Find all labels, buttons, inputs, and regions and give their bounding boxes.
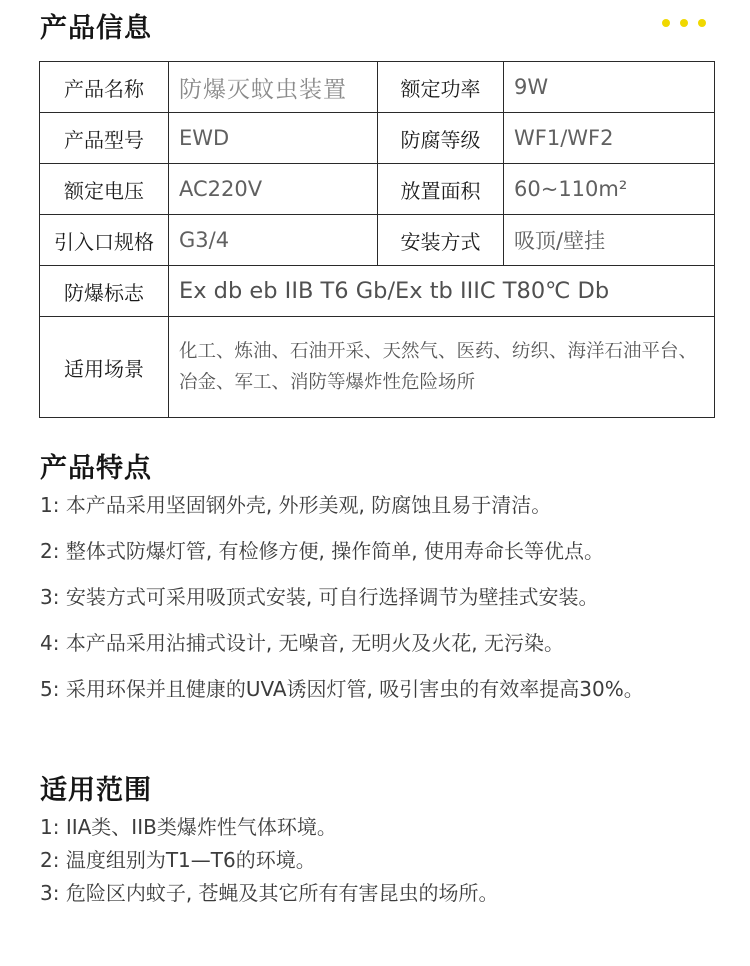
spec-value: 防爆灭蚊虫装置: [169, 62, 378, 113]
more-dots-icon: [662, 19, 706, 27]
spec-label: 防腐等级: [378, 113, 504, 164]
dot-icon: [662, 19, 670, 27]
list-item: 5: 采用环保并且健康的UVA诱因灯管, 吸引害虫的有效率提高30%。: [40, 677, 644, 701]
features-list: [40, 486, 720, 716]
table-row: [40, 266, 715, 317]
list-item: 3: 危险区内蚊子, 苍蝇及其它所有有害昆虫的场所。: [40, 881, 499, 905]
scope-list: [40, 810, 720, 909]
spec-label: 防爆标志: [40, 266, 169, 317]
spec-value: 吸顶/壁挂: [504, 215, 715, 266]
spec-value: EWD: [169, 113, 378, 164]
table-row: [40, 317, 715, 418]
spec-label: 引入口规格: [40, 215, 169, 266]
section-title-scope: 适用范围: [40, 775, 152, 806]
spec-value: G3/4: [169, 215, 378, 266]
spec-value: WF1/WF2: [504, 113, 715, 164]
dot-icon: [698, 19, 706, 27]
list-item: 2: 整体式防爆灯管, 有检修方便, 操作简单, 使用寿命长等优点。: [40, 539, 604, 563]
section-title-features: 产品特点: [40, 453, 152, 484]
dot-icon: [680, 19, 688, 27]
table-row: [40, 62, 715, 113]
list-item: 2: 温度组别为T1—T6的环境。: [40, 848, 316, 872]
list-item: 4: 本产品采用沾捕式设计, 无噪音, 无明火及火花, 无污染。: [40, 631, 564, 655]
section-title-product-info: 产品信息: [40, 13, 152, 44]
spec-label: 额定功率: [378, 62, 504, 113]
spec-label: 安装方式: [378, 215, 504, 266]
spec-label: 放置面积: [378, 164, 504, 215]
spec-label: 适用场景: [40, 317, 169, 418]
spec-label: 额定电压: [40, 164, 169, 215]
list-item: 1: IIA类、IIB类爆炸性气体环境。: [40, 815, 337, 839]
table-row: [40, 215, 715, 266]
table-row: [40, 164, 715, 215]
spec-value: 9W: [504, 62, 715, 113]
spec-value: 化工、炼油、石油开采、天然气、医药、纺织、海洋石油平台、冶金、军工、消防等爆炸性危险场所: [169, 317, 715, 418]
spec-value: AC220V: [169, 164, 378, 215]
spec-label: 产品型号: [40, 113, 169, 164]
spec-table: [39, 61, 715, 418]
table-row: [40, 113, 715, 164]
list-item: 3: 安装方式可采用吸顶式安装, 可自行选择调节为壁挂式安装。: [40, 585, 599, 609]
spec-value: Ex db eb IIB T6 Gb/Ex tb IIIC T80℃ Db: [169, 266, 715, 317]
spec-value: 60~110m²: [504, 164, 715, 215]
list-item: 1: 本产品采用坚固钢外壳, 外形美观, 防腐蚀且易于清洁。: [40, 493, 552, 517]
spec-label: 产品名称: [40, 62, 169, 113]
